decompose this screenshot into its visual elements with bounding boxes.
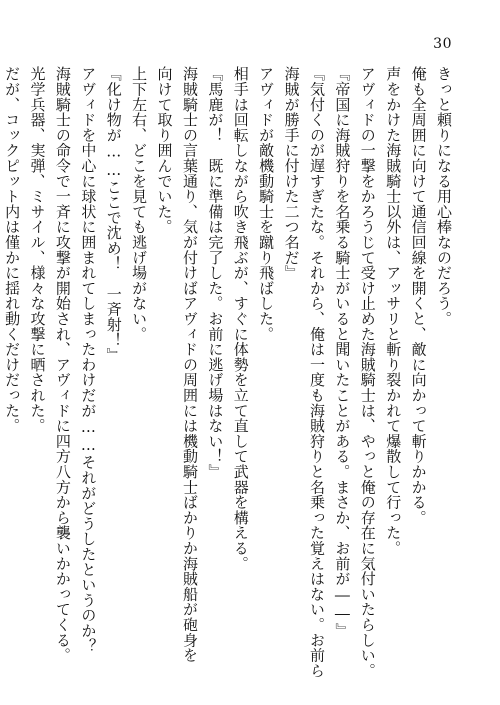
page-number: 30 — [433, 36, 452, 52]
text-line: アヴィドを中心に球状に囲まれてしまったわけだが……それがどうしたというのか？ — [79, 66, 98, 654]
text-line: 『帝国に海賊狩りを名乗る騎士がいると聞いたことがある。まさか、お前が――』 — [333, 66, 352, 639]
text-line: きっと頼りになる用心棒なのだろう。 — [435, 66, 453, 327]
text-line: 光学兵器、実弾、ミサイル、様々な攻撃に晒された。 — [28, 66, 47, 434]
text-line: 『馬鹿が！ 既に準備は完了した。お前に逃げ場はない！』 — [206, 66, 225, 480]
text-line: 海賊騎士の命令で一斉に攻撃が開始され、アヴィドに四方八方から襲いかかってくる。 — [53, 66, 72, 663]
text-line: 海賊騎士の言葉通り、気が付けばアヴィドの周囲には機動騎士ばかりか海賊船が砲身を — [180, 66, 199, 663]
text-line: 『化け物が……ここで沈め！ 一斉射！』 — [104, 66, 123, 363]
text-line: 海賊が勝手に付けた二つ名だ』 — [282, 66, 301, 281]
text-line: 向けて取り囲んでいた。 — [155, 66, 174, 235]
text-line: 相手は回転しながら吹き飛ぶが、すぐに体勢を立て直して武器を構える。 — [231, 66, 250, 571]
text-line: 俺も全周囲に向けて通信回線を開くと、敵に向かって斬りかかる。 — [409, 66, 428, 525]
vertical-text-block — [3, 66, 456, 678]
text-line: だが、コックピット内は僅かに揺れ動くだけだった。 — [3, 66, 22, 434]
text-line: 上下左右、どこを見ても逃げ場がない。 — [130, 66, 149, 342]
text-line: アヴィドの一撃をかろうじて受け止めた海賊騎士は、やっと俺の存在に気付いたらしい。 — [358, 66, 377, 678]
text-line: 『気付くのが遅すぎたな。それから、俺は一度も海賊狩りと名乗った覚えはない。お前ら — [307, 66, 326, 678]
text-line: アヴィドが敵機動騎士を蹴り飛ばした。 — [257, 66, 276, 342]
text-line: 声をかけた海賊騎士以外は、アッサリと斬り裂かれて爆散して行った。 — [384, 66, 403, 556]
